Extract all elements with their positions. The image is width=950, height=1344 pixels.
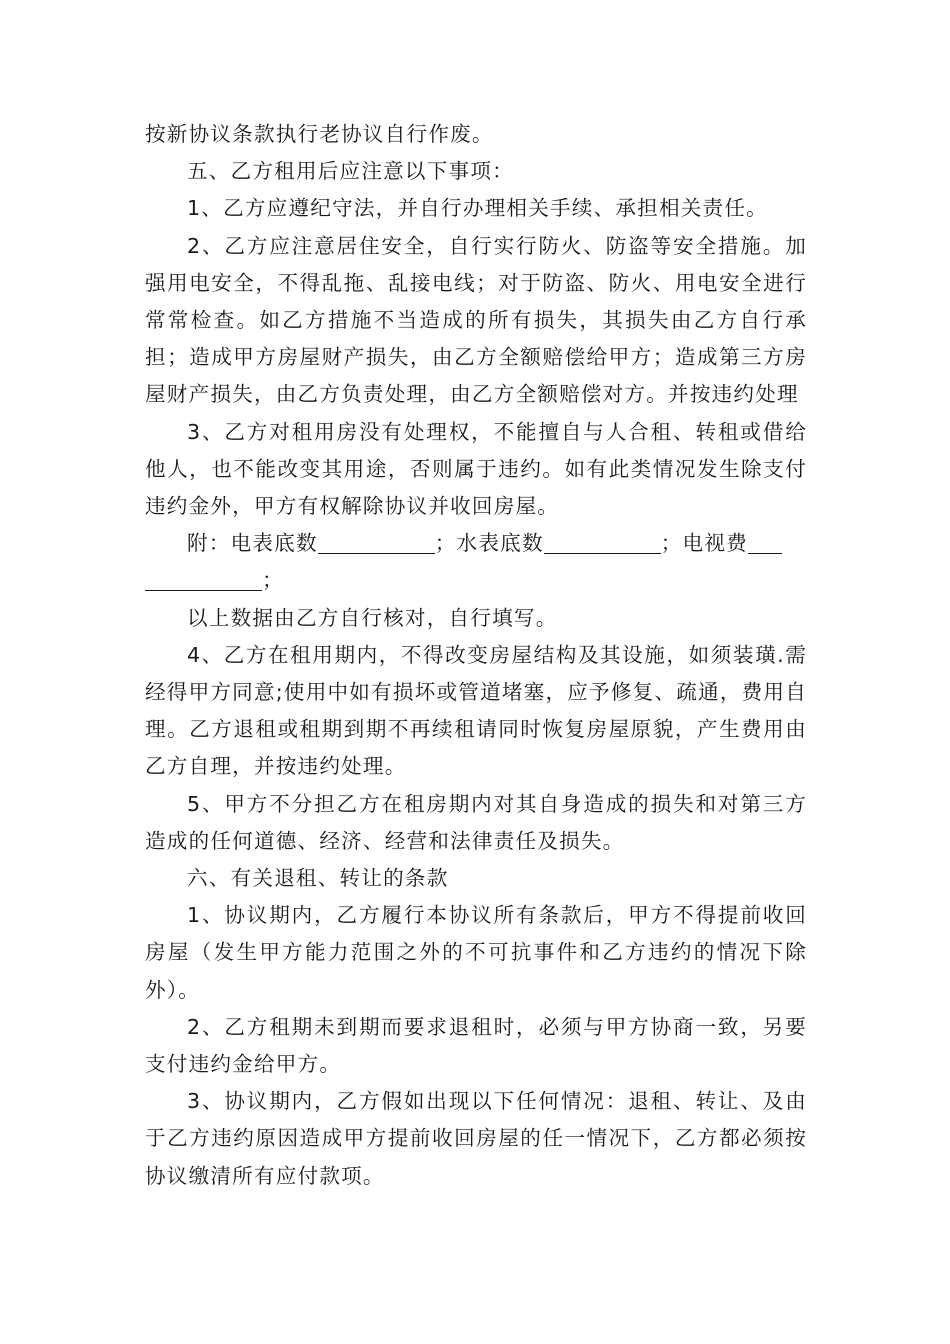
electric-meter-label: 附：电表底数	[187, 531, 318, 556]
data-note: 以上数据由乙方自行核对，自行填写。	[187, 605, 558, 630]
tv-fee-terminator: ；	[262, 568, 284, 593]
clause-5-4: 4、乙方在租用期内，不得改变房屋结构及其设施，如须装璜.需经得甲方同意;使用中如有损坏或管道堵塞，应予修复、疏通，费用自理。乙方退租或租期到期不再续租请同时恢复房屋原貌，产生费用由乙方自理，并按违约处理。	[145, 642, 807, 779]
tv-fee-blank-part2	[145, 568, 262, 591]
electric-meter-blank	[318, 531, 435, 554]
tv-fee-label: ；电视费	[660, 531, 748, 556]
clause-6-1: 1、协议期内，乙方履行本协议所有条款后，甲方不得提前收回房屋（发生甲方能力范围之外的不可抗事件和乙方违约的情况下除外）。	[145, 903, 807, 1002]
paragraph-continuation: 按新协议条款执行老协议自行作废。	[145, 122, 494, 146]
clause-6-3: 3、协议期内，乙方假如出现以下任何情况：退租、转让、及由于乙方违约原因造成甲方提前收回房屋的任一情况下，乙方都必须按协议缴清所有应付款项。	[145, 1089, 807, 1188]
water-meter-label: ；水表底数	[434, 531, 544, 556]
water-meter-blank	[544, 531, 661, 554]
document-page	[145, 116, 807, 1195]
clause-5-2: 2、乙方应注意居住安全，自行实行防火、防盗等安全措施。加强用电安全，不得乱拖、乱接电线；对于防盗、防火、用电安全进行常常检查。如乙方措施不当造成的所有损失，其损失由乙方自行承担；造成甲方房屋财产损失，由乙方全额赔偿给甲方；造成第三方房屋财产损失，由乙方负责处理，由乙方全额赔偿对方。并按违约处理	[145, 233, 807, 407]
clause-5-1: 1、乙方应遵纪守法，并自行办理相关手续、承担相关责任。	[187, 196, 768, 221]
tv-fee-blank-part1	[748, 531, 782, 554]
clause-6-2: 2、乙方租期未到期而要求退租时，必须与甲方协商一致，另要支付违约金给甲方。	[145, 1014, 807, 1077]
meter-readings-line	[145, 525, 807, 562]
clause-5-3: 3、乙方对租用房没有处理权，不能擅自与人合租、转租或借给他人，也不能改变其用途，否则属于违约。如有此类情况发生除支付违约金外，甲方有权解除协议并收回房屋。	[145, 419, 807, 519]
tv-fee-continuation	[145, 562, 807, 599]
section-heading-5: 五、乙方租用后应注意以下事项：	[187, 159, 514, 184]
section-heading-6: 六、有关退租、转让的条款	[187, 866, 449, 891]
clause-5-5: 5、甲方不分担乙方在租房期内对其自身造成的损失和对第三方造成的任何道德、经济、经营和法律责任及损失。	[145, 791, 807, 853]
